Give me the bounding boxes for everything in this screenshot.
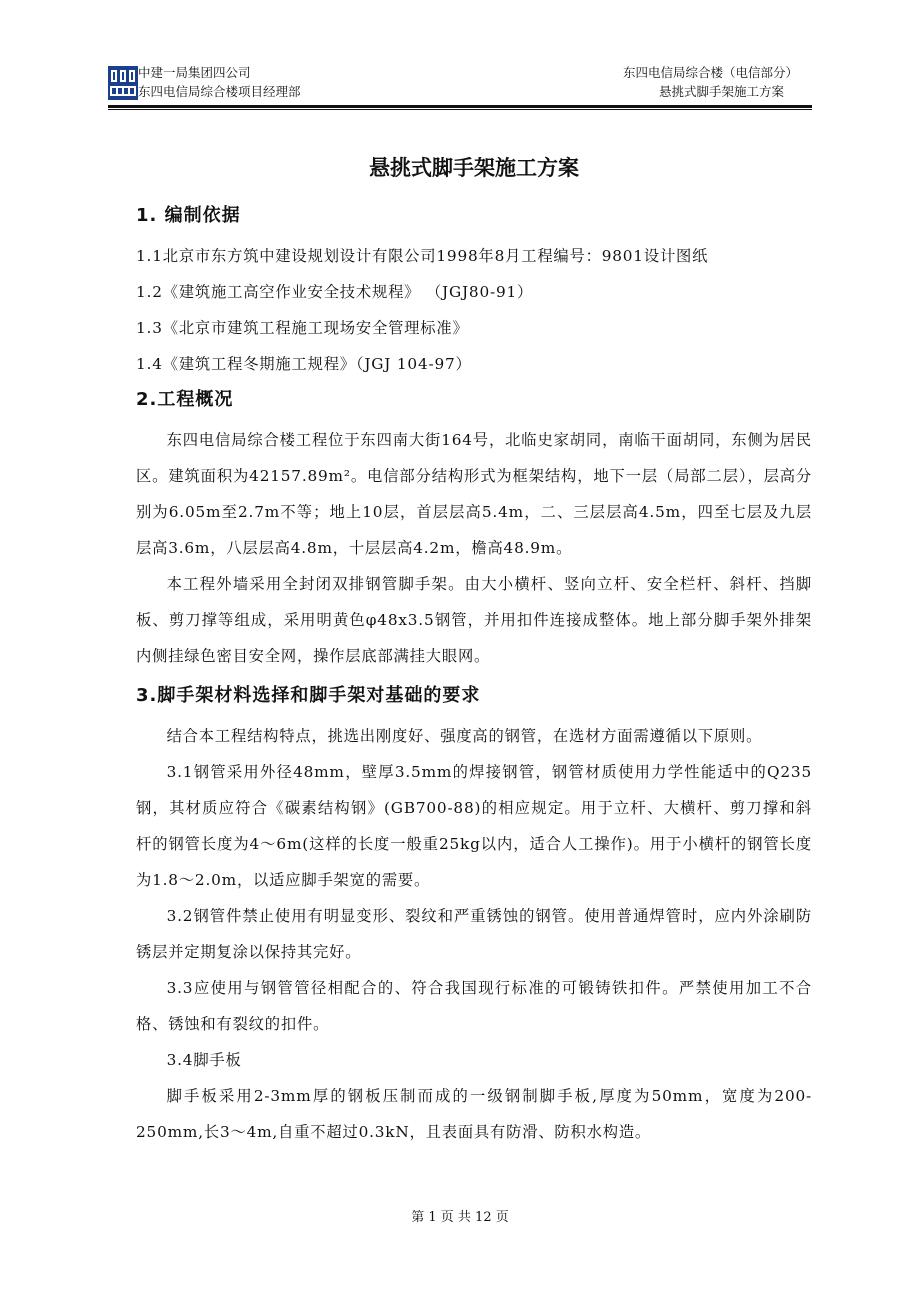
section-heading-3: 3.脚手架材料选择和脚手架对基础的要求: [136, 685, 481, 706]
header-divider: [108, 105, 812, 108]
header-left: [108, 64, 428, 104]
company-logo-icon: [108, 66, 138, 100]
materials-3-4-heading: 3.4脚手板: [166, 1051, 242, 1069]
header-project: 东四电信局综合楼（电信部分）: [622, 65, 798, 80]
header-divider-thin: [108, 109, 812, 110]
document-body: [136, 148, 812, 1150]
basis-item-1: 1.1北京市东方筑中建设规划设计有限公司1998年8月工程编号：9801设计图纸: [136, 247, 709, 265]
overview-paragraph-2: 本工程外墙采用全封闭双排钢管脚手架。由大小横杆、竖向立杆、安全栏杆、斜杆、挡脚板、剪刀撑等组成，采用明黄色φ48x3.5钢管，并用扣件连接成整体。地上部分脚手架外排架内侧挂绿色密目安全网，操作层底部满挂大眼网。: [136, 575, 812, 665]
header-company: 中建一局集团四公司: [138, 65, 251, 80]
section-heading-2: 2.工程概况: [136, 389, 234, 410]
header-doc-title: 悬挑式脚手架施工方案: [658, 84, 784, 99]
header-department: 东四电信局综合楼项目经理部: [138, 84, 301, 99]
section-heading-1: 1. 编制依据: [136, 205, 241, 226]
basis-item-2: 1.2《建筑施工高空作业安全技术规程》 （JGJ80-91）: [136, 283, 534, 301]
materials-3-2: 3.2钢管件禁止使用有明显变形、裂纹和严重锈蚀的钢管。使用普通焊管时，应内外涂刷防锈层并定期复涂以保持其完好。: [136, 907, 812, 961]
materials-3-4-text: 脚手板采用2-3mm厚的钢板压制而成的一级钢制脚手板,厚度为50mm，宽度为200-250mm,长3～4m,自重不超过0.3kN，且表面具有防滑、防积水构造。: [136, 1087, 812, 1141]
page-title: 悬挑式脚手架施工方案: [369, 156, 579, 180]
page-footer: 第 1 页 共 12 页: [411, 1210, 509, 1225]
materials-intro: 结合本工程结构特点，挑选出刚度好、强度高的钢管，在选材方面需遵循以下原则。: [166, 727, 763, 745]
materials-3-3: 3.3应使用与钢管管径相配合的、符合我国现行标准的可锻铸铁扣件。严禁使用加工不合格、锈蚀和有裂纹的扣件。: [136, 979, 812, 1033]
overview-paragraph-1: 东四电信局综合楼工程位于东四南大街164号，北临史家胡同，南临干面胡同，东侧为居民区。建筑面积为42157.89m²。电信部分结构形式为框架结构，地下一层（局部二层），层高分别为6.05m至2.7m不等；地上10层，首层层高5.4m，二、三层层高4.5m，四至七层及九层层高3.6m，八层层高4.8m，十层层高4.2m，檐高48.9m。: [136, 431, 812, 557]
basis-item-3: 1.3《北京市建筑工程施工现场安全管理标准》: [136, 319, 469, 337]
basis-item-4: 1.4《建筑工程冬期施工规程》（JGJ 104-97）: [136, 355, 472, 373]
materials-3-1: 3.1钢管采用外径48mm，壁厚3.5mm的焊接钢管，钢管材质使用力学性能适中的Q235钢，其材质应符合《碳素结构钢》(GB700-88)的相应规定。用于立杆、大横杆、剪刀撑和斜杆的钢管长度为4～6m(这样的长度一般重25kg以内，适合人工操作)。用于小横杆的钢管长度为1.8～2.0m，以适应脚手架宽的需要。: [136, 763, 812, 889]
